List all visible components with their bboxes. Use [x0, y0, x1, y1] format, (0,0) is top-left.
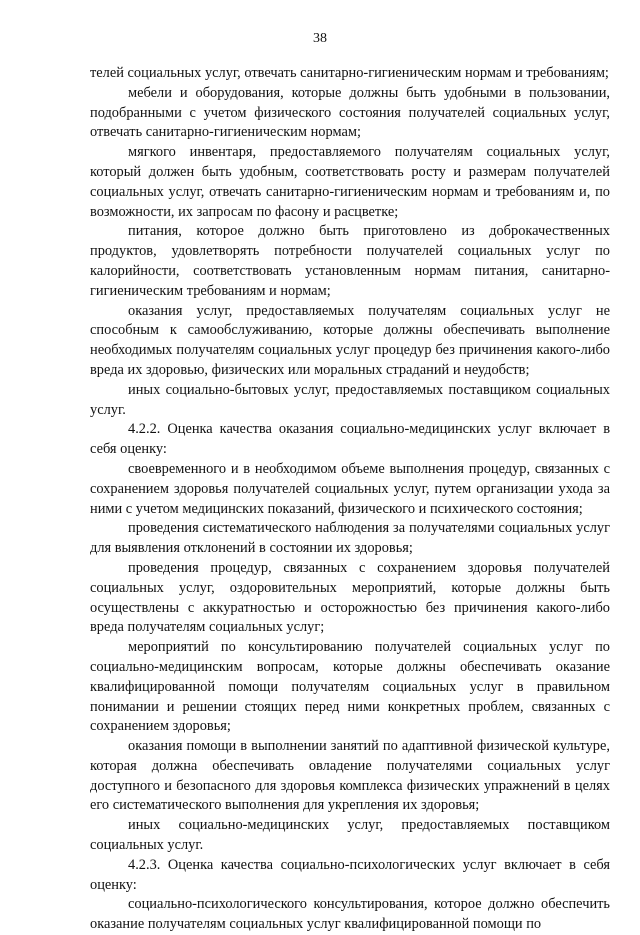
- paragraph-continuation: телей социальных услуг, отвечать санитарно-гигиеническим нормам и требованиям;: [90, 65, 609, 81]
- paragraph-timely-procedures: своевременного и в необходимом объеме выполнения процедур, связанных с сохранением здоровья получателей социальных услуг, путем организации ухода за ними с учетом медицинских показаний, физического и психического состояния;: [90, 460, 610, 517]
- section-4-2-3-heading: 4.2.3. Оценка качества социально-психологических услуг включает в себя оценку:: [90, 856, 610, 893]
- paragraph-health-procedures: проведения процедур, связанных с сохранением здоровья получателей социальных услуг, оздоровительных мероприятий, которые должны быть осуществлены с аккуратностью и осторожностью без причинения какого-либо вреда получателям социальных услуг;: [90, 559, 610, 636]
- paragraph-other-household-services: иных социально-бытовых услуг, предоставляемых поставщиком социальных услуг.: [90, 381, 610, 418]
- paragraph-adaptive-physical-culture: оказания помощи в выполнении занятий по адаптивной физической культуре, которая должна обеспечивать овладение получателями социальных услуг доступного и безопасного для здоровья комплекса физических упражнений в целях его систематического выполнения для укрепления их здоровья;: [90, 738, 610, 814]
- paragraph-nutrition: питания, которое должно быть приготовлено из доброкачественных продуктов, удовлетворять потребности получателей социальных услуг по калорийности, соответствовать установленным нормам питания, санитарно-гигиеническим требованиям и нормам;: [90, 223, 610, 299]
- paragraph-other-medical-services: иных социально-медицинских услуг, предоставляемых поставщиком социальных услуг.: [90, 817, 610, 854]
- page-number: 38: [313, 31, 327, 46]
- paragraph-psychological-consulting: социально-психологического консультирования, которое должно обеспечить оказание получателям социальных услуг квалифицированной помощи по: [90, 896, 610, 933]
- paragraph-soft-inventory: мягкого инвентаря, предоставляемого получателям социальных услуг, который должен быть удобным, соответствовать росту и размерам получателей социальных услуг, отвечать санитарно-гигиеническим нормам и требованиям и, по возможности, их запросам по фасону и расцветке;: [90, 144, 610, 220]
- paragraph-furniture: мебели и оборудования, которые должны быть удобными в пользовании, подобранными с учетом физического состояния получателей социальных услуг, отвечать санитарно-гигиеническим нормам;: [90, 84, 610, 141]
- paragraph-services-non-self-care: оказания услуг, предоставляемых получателям социальных услуг не способным к самообслуживанию, которые должны обеспечивать выполнение необходимых получателям социальных услуг процедур без причинения какого-либо вреда их здоровью, физических или моральных страданий и неудобств;: [90, 302, 610, 378]
- paragraph-systematic-monitoring: проведения систематического наблюдения за получателями социальных услуг для выявления отклонений в состоянии их здоровья;: [90, 520, 610, 557]
- document-body: [90, 64, 610, 935]
- section-4-2-2-heading: 4.2.2. Оценка качества оказания социально-медицинских услуг включает в себя оценку:: [90, 421, 610, 458]
- paragraph-consulting-measures: мероприятий по консультированию получателей социальных услуг по социально-медицинским вопросам, которые должны обеспечивать оказание квалифицированной помощи получателям социальных услуг в правильном понимании и решении стоящих перед ними конкретных проблем, связанных с сохранением здоровья;: [90, 639, 610, 735]
